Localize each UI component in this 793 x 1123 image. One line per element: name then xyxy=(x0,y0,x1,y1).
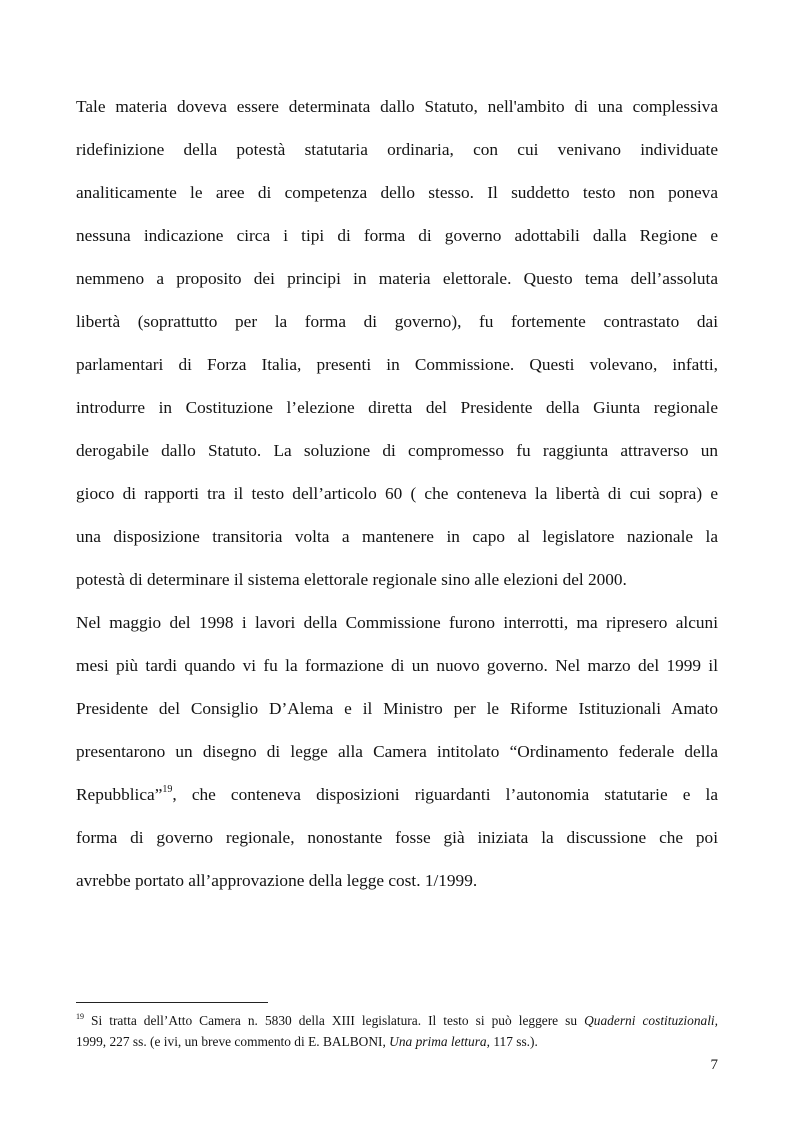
text-line: mesi più tardi quando vi fu la formazione di un nuovo governo. Nel marzo del 1999 il xyxy=(76,656,718,675)
text-line: libertà (soprattutto per la forma di governo), fu fortemente contrastato dai xyxy=(76,312,718,331)
footnote-italic-title: Una prima lettura xyxy=(389,1034,487,1049)
text-line: ridefinizione della potestà statutaria ordinaria, con cui venivano individuate xyxy=(76,140,718,159)
footnote-text: Si tratta dell’Atto Camera n. 5830 della XIII legislatura. Il testo si può leggere su xyxy=(84,1013,585,1028)
text-line-with-footnote-ref xyxy=(76,773,718,816)
text-line: nemmeno a proposito dei principi in materia elettorale. Questo tema dell’assoluta xyxy=(76,269,718,288)
text-line: nessuna indicazione circa i tipi di forma di governo adottabili dalla Regione e xyxy=(76,226,718,245)
text-fragment: , che conteneva disposizioni riguardanti l’autonomia statutarie e la xyxy=(172,785,718,804)
paragraph-1 xyxy=(76,85,718,601)
text-line: Nel maggio del 1998 i lavori della Commissione furono interrotti, ma ripresero alcuni xyxy=(76,613,718,632)
text-line: Presidente del Consiglio D’Alema e il Ministro per le Riforme Istituzionali Amato xyxy=(76,699,718,718)
footnote xyxy=(76,1010,718,1052)
footnote-text: 1999, 227 ss. (e ivi, un breve commento di E. BALBONI, xyxy=(76,1034,390,1049)
footnote-reference[interactable]: 19 xyxy=(162,784,173,796)
text-line: parlamentari di Forza Italia, presenti in Commissione. Questi volevano, infatti, xyxy=(76,355,718,374)
text-line: Tale materia doveva essere determinata dallo Statuto, nell'ambito di una complessiva xyxy=(76,97,718,116)
footnote-italic-title: Quaderni costituzionali, xyxy=(584,1013,718,1028)
text-line: presentarono un disegno di legge alla Camera intitolato “Ordinamento federale della xyxy=(76,742,718,761)
footnote-text: , 117 ss.). xyxy=(486,1034,538,1049)
text-fragment: Repubblica” xyxy=(76,785,163,804)
text-line: avrebbe portato all’approvazione della legge cost. 1/1999. xyxy=(76,871,478,890)
footnote-line xyxy=(76,1031,718,1052)
body-text xyxy=(76,85,718,902)
text-line: derogabile dallo Statuto. La soluzione di compromesso fu raggiunta attraverso un xyxy=(76,441,718,460)
text-line: analiticamente le aree di competenza dello stesso. Il suddetto testo non poneva xyxy=(76,183,718,202)
text-line: potestà di determinare il sistema elettorale regionale sino alle elezioni del 2000. xyxy=(76,570,627,589)
text-line: introdurre in Costituzione l’elezione diretta del Presidente della Giunta regionale xyxy=(76,398,718,417)
footnote-line xyxy=(76,1010,718,1031)
page-number: 7 xyxy=(710,1057,718,1073)
text-line: una disposizione transitoria volta a mantenere in capo al legislatore nazionale la xyxy=(76,527,718,546)
text-line: gioco di rapporti tra il testo dell’articolo 60 ( che conteneva la libertà di cui sopra) e xyxy=(76,484,718,503)
footnote-separator xyxy=(76,1002,268,1003)
paragraph-2 xyxy=(76,601,718,902)
text-line: forma di governo regionale, nonostante fosse già iniziata la discussione che poi xyxy=(76,828,718,847)
footnote-number: 19 xyxy=(76,1011,84,1021)
